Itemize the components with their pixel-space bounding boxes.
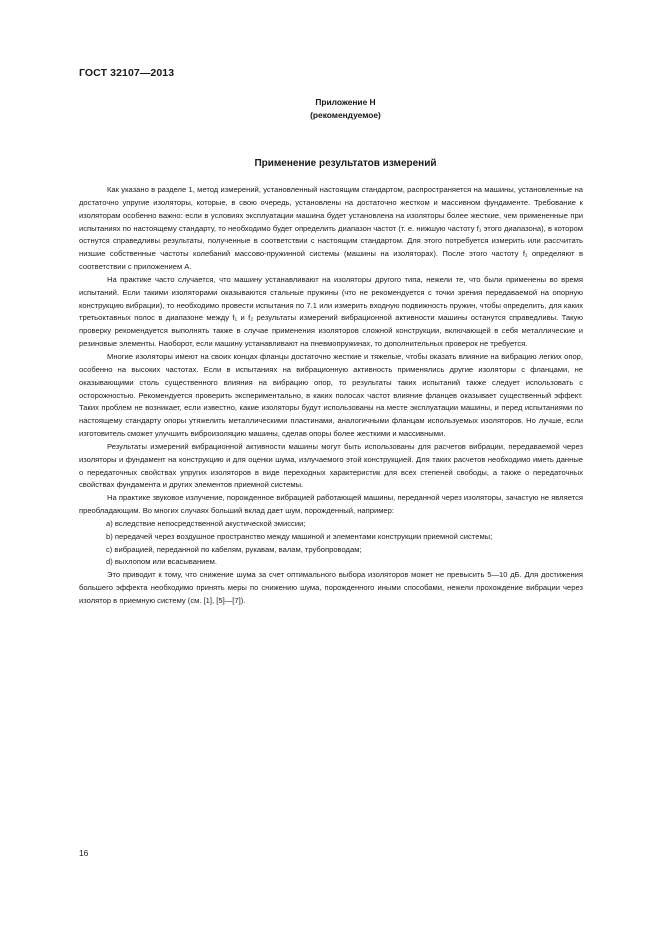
standard-header: ГОСТ 32107—2013 — [79, 67, 175, 79]
paragraph: На практике часто случается, что машину устанавливают на изоляторы другого типа, нежели те, что были применены во время испытаний. Если такими изоляторами оказываются стальные пружины (что не рекомендуется с точки зрения передаваемой на опорную конструкцию вибрации), то необходимо провести испытания по 7.1 или измерить входную подвижность пружин, чтобы определить, для каких третьоктавных полос в диапазоне между f₁ и f₂ результаты измерений вибрационной активности машины останутся справедливы. Такую проверку рекомендуется выполнять также в случае применения изоляторов сложной конструкции, включающей в себя металлические и резиновые элементы. Наоборот, если машину устанавливают на пневмопружинах, то дополнительных проверок не требуется. — [79, 274, 583, 349]
paragraph: Многие изоляторы имеют на своих концах фланцы достаточно жесткие и тяжелые, чтобы оказать влияние на вибрацию легких опор, особенно на высоких частотах. Если в испытаниях на вибрационную активность применялись другие изоляторы с фланцами, не оказывающими столь существенного влияния на вибрацию опор, то результаты таких испытаний также следует использовать с осторожностью. Рекомендуется проверить экспериментально, в каких полосах частот влияние фланцев оказывает существенный эффект. Таких проблем не возникает, если известно, какие изоляторы будут использованы на месте эксплуатации машины, и перед испытаниями по настоящему стандарту опоры утяжелить металлическими пластинами, аналогичными фланцам используемых изоляторов. Но лучше, если изготовитель сможет улучшить виброизоляцию машины, сделав опоры более жесткими и массивными. — [79, 351, 583, 439]
paragraph: Это приводит к тому, что снижение шума за счет оптимального выбора изоляторов может не превысить 5—10 дБ. Для достижения большего эффекта необходимо принять меры по снижению шума, порожденного иными способами, нежели прохождение вибрации через изолятор в приемную систему (см. [1], [5]—[7]). — [79, 570, 583, 605]
appendix-heading — [0, 96, 661, 121]
list-item: a) вследствие непосредственной акустической эмиссии; — [106, 518, 306, 528]
list-item: c) вибрацией, переданной по кабелям, рукавам, валам, трубопроводам; — [106, 544, 362, 554]
list-item: b) передачей через воздушное пространство между машиной и элементами конструкции приемной системы; — [106, 531, 493, 541]
page-number: 16 — [79, 848, 89, 858]
section-title: Применение результатов измерений — [254, 158, 437, 169]
appendix-status: (рекомендуемое) — [310, 109, 381, 120]
paragraph: Результаты измерений вибрационной активности машины могут быть использованы для расчетов вибрации, передаваемой через изоляторы и фундамент на конструкцию и для оценки шума, излучаемого этой конструкцией. Для таких расчетов необходимо иметь данные о передаточных свойствах упругих изоляторов в виде переходных характеристик для всех степеней свободы, а также о передаточных свойствах фундамента и других элементов приемной системы. — [79, 441, 583, 490]
list-item: d) выхлопом или всасыванием. — [106, 557, 217, 567]
appendix-label: Приложение Н — [315, 97, 376, 107]
body-text — [79, 184, 583, 608]
paragraph: На практике звуковое излучение, порожденное вибрацией работающей машины, переданной через изоляторы, зачастую не является преобладающим. Во многих случаях больший вклад дает шум, порожденный, например: — [79, 493, 583, 516]
paragraph: Как указано в разделе 1, метод измерений, установленный настоящим стандартом, распространяется на машины, установленные на достаточно упругие изоляторы, которые, в свою очередь, установлены на достаточно жестком и массивном фундаменте. Требование к изоляторам особенно важно: если в условиях эксплуатации машина будет установлена на изоляторы более жесткие, чем примененные при испытаниях по настоящему стандарту, то необходимо будет определить диапазон частот (т. е. нижшую частоту f₁ этого диапазона), в котором остнутся справедливы результаты, полученные в соответствии с настоящим стандартом. Для этого потребуется измерить или рассчитать низшие собственные частоты колебаний массово-пружинной системы (машины на изоляторах). После этого частоту f₁ определяют в соответствии с приложением А. — [79, 185, 583, 272]
